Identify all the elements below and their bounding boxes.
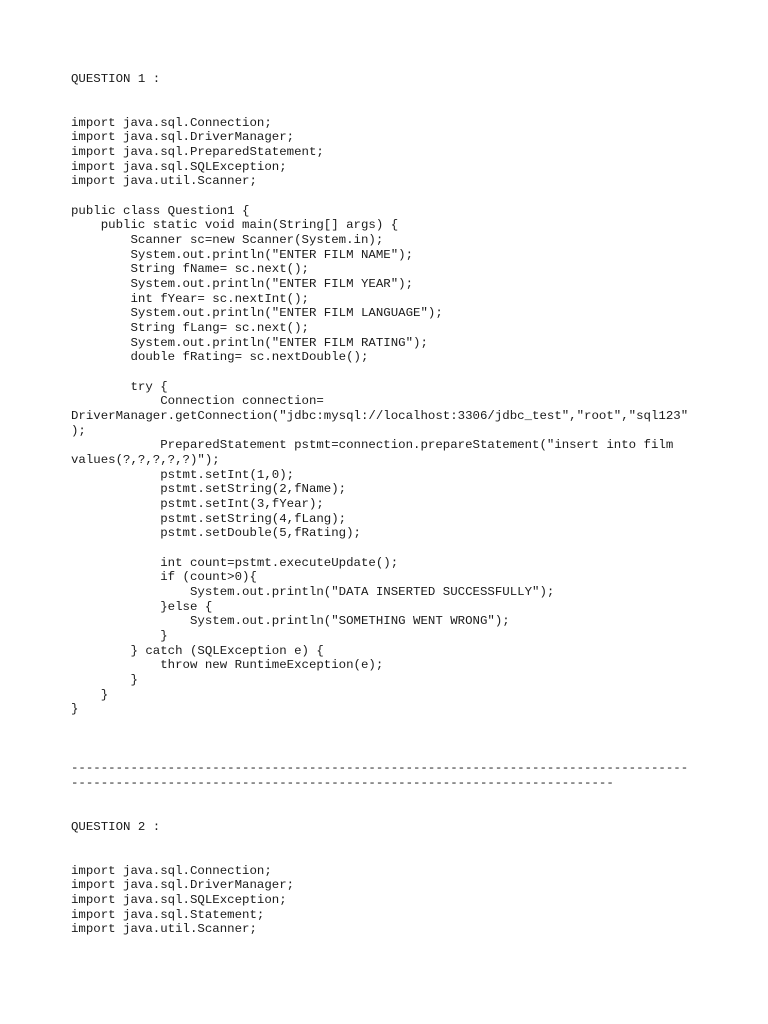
blank-line: [71, 732, 688, 747]
code-line: }: [71, 702, 79, 717]
blank-line: [71, 717, 688, 732]
code-line: pstmt.setDouble(5,fRating);: [71, 526, 361, 541]
code-line: throw new RuntimeException(e);: [71, 658, 384, 673]
code-line: pstmt.setInt(3,fYear);: [71, 496, 324, 511]
code-line: String fLang= sc.next();: [71, 320, 309, 335]
blank-line: [71, 790, 688, 805]
code-line: import java.sql.Connection;: [71, 115, 272, 130]
code-line: System.out.println("ENTER FILM YEAR");: [71, 276, 414, 291]
code-line: public static void main(String[] args) {: [71, 218, 399, 233]
code-line: import java.sql.Statement;: [71, 907, 265, 922]
blank-line: [71, 834, 688, 849]
code-line: int fYear= sc.nextInt();: [71, 291, 309, 306]
code-line: import java.sql.Connection;: [71, 863, 272, 878]
code-line: }: [71, 629, 168, 644]
code-line: import java.sql.DriverManager;: [71, 130, 295, 145]
blank-line: [71, 805, 688, 820]
code-line: System.out.println("SOMETHING WENT WRONG");: [71, 614, 510, 629]
code-line: System.out.println("ENTER FILM LANGUAGE");: [71, 306, 443, 321]
code-line: import java.util.Scanner;: [71, 174, 257, 189]
code-line: }else {: [71, 599, 213, 614]
code-line: PreparedStatement pstmt=connection.prepareStatement("insert into film: [71, 438, 674, 453]
code-line: Connection connection=: [71, 394, 324, 409]
blank-line: [71, 86, 688, 101]
code-line: public class Question1 {: [71, 203, 250, 218]
code-line: pstmt.setString(2,fName);: [71, 482, 347, 497]
blank-line: [71, 365, 688, 380]
code-line: pstmt.setString(4,fLang);: [71, 511, 347, 526]
document-text: [71, 72, 688, 938]
code-line: try {: [71, 379, 168, 394]
question-heading: QUESTION 2 :: [71, 819, 161, 834]
code-line: int count=pstmt.executeUpdate();: [71, 555, 399, 570]
question-heading: QUESTION 1 :: [71, 71, 161, 86]
code-line: import java.util.Scanner;: [71, 922, 257, 937]
code-line: System.out.println("ENTER FILM RATING");: [71, 335, 428, 350]
code-line: }: [71, 687, 109, 702]
blank-line: [71, 101, 688, 116]
code-line: values(?,?,?,?,?)");: [71, 452, 220, 467]
section-divider: -----------------------------------------------------------------------------------: [71, 761, 689, 776]
section-divider: -------------------------------------------------------------------------: [71, 775, 614, 790]
blank-line: [71, 541, 688, 556]
code-line: String fName= sc.next();: [71, 262, 309, 277]
blank-line: [71, 189, 688, 204]
code-line: import java.sql.DriverManager;: [71, 878, 295, 893]
code-line: pstmt.setInt(1,0);: [71, 467, 295, 482]
code-line: }: [71, 673, 138, 688]
code-line: import java.sql.SQLException;: [71, 893, 287, 908]
code-line: import java.sql.SQLException;: [71, 159, 287, 174]
code-line: Scanner sc=new Scanner(System.in);: [71, 232, 384, 247]
code-line: if (count>0){: [71, 570, 257, 585]
code-line: System.out.println("ENTER FILM NAME");: [71, 247, 414, 262]
blank-line: [71, 746, 688, 761]
blank-line: [71, 849, 688, 864]
code-line: DriverManager.getConnection("jdbc:mysql://localhost:3306/jdbc_test","root","sql123": [71, 408, 689, 423]
code-line: import java.sql.PreparedStatement;: [71, 144, 324, 159]
code-line: );: [71, 423, 86, 438]
code-line: } catch (SQLException e) {: [71, 643, 324, 658]
code-line: System.out.println("DATA INSERTED SUCCESSFULLY");: [71, 585, 555, 600]
code-line: double fRating= sc.nextDouble();: [71, 350, 369, 365]
